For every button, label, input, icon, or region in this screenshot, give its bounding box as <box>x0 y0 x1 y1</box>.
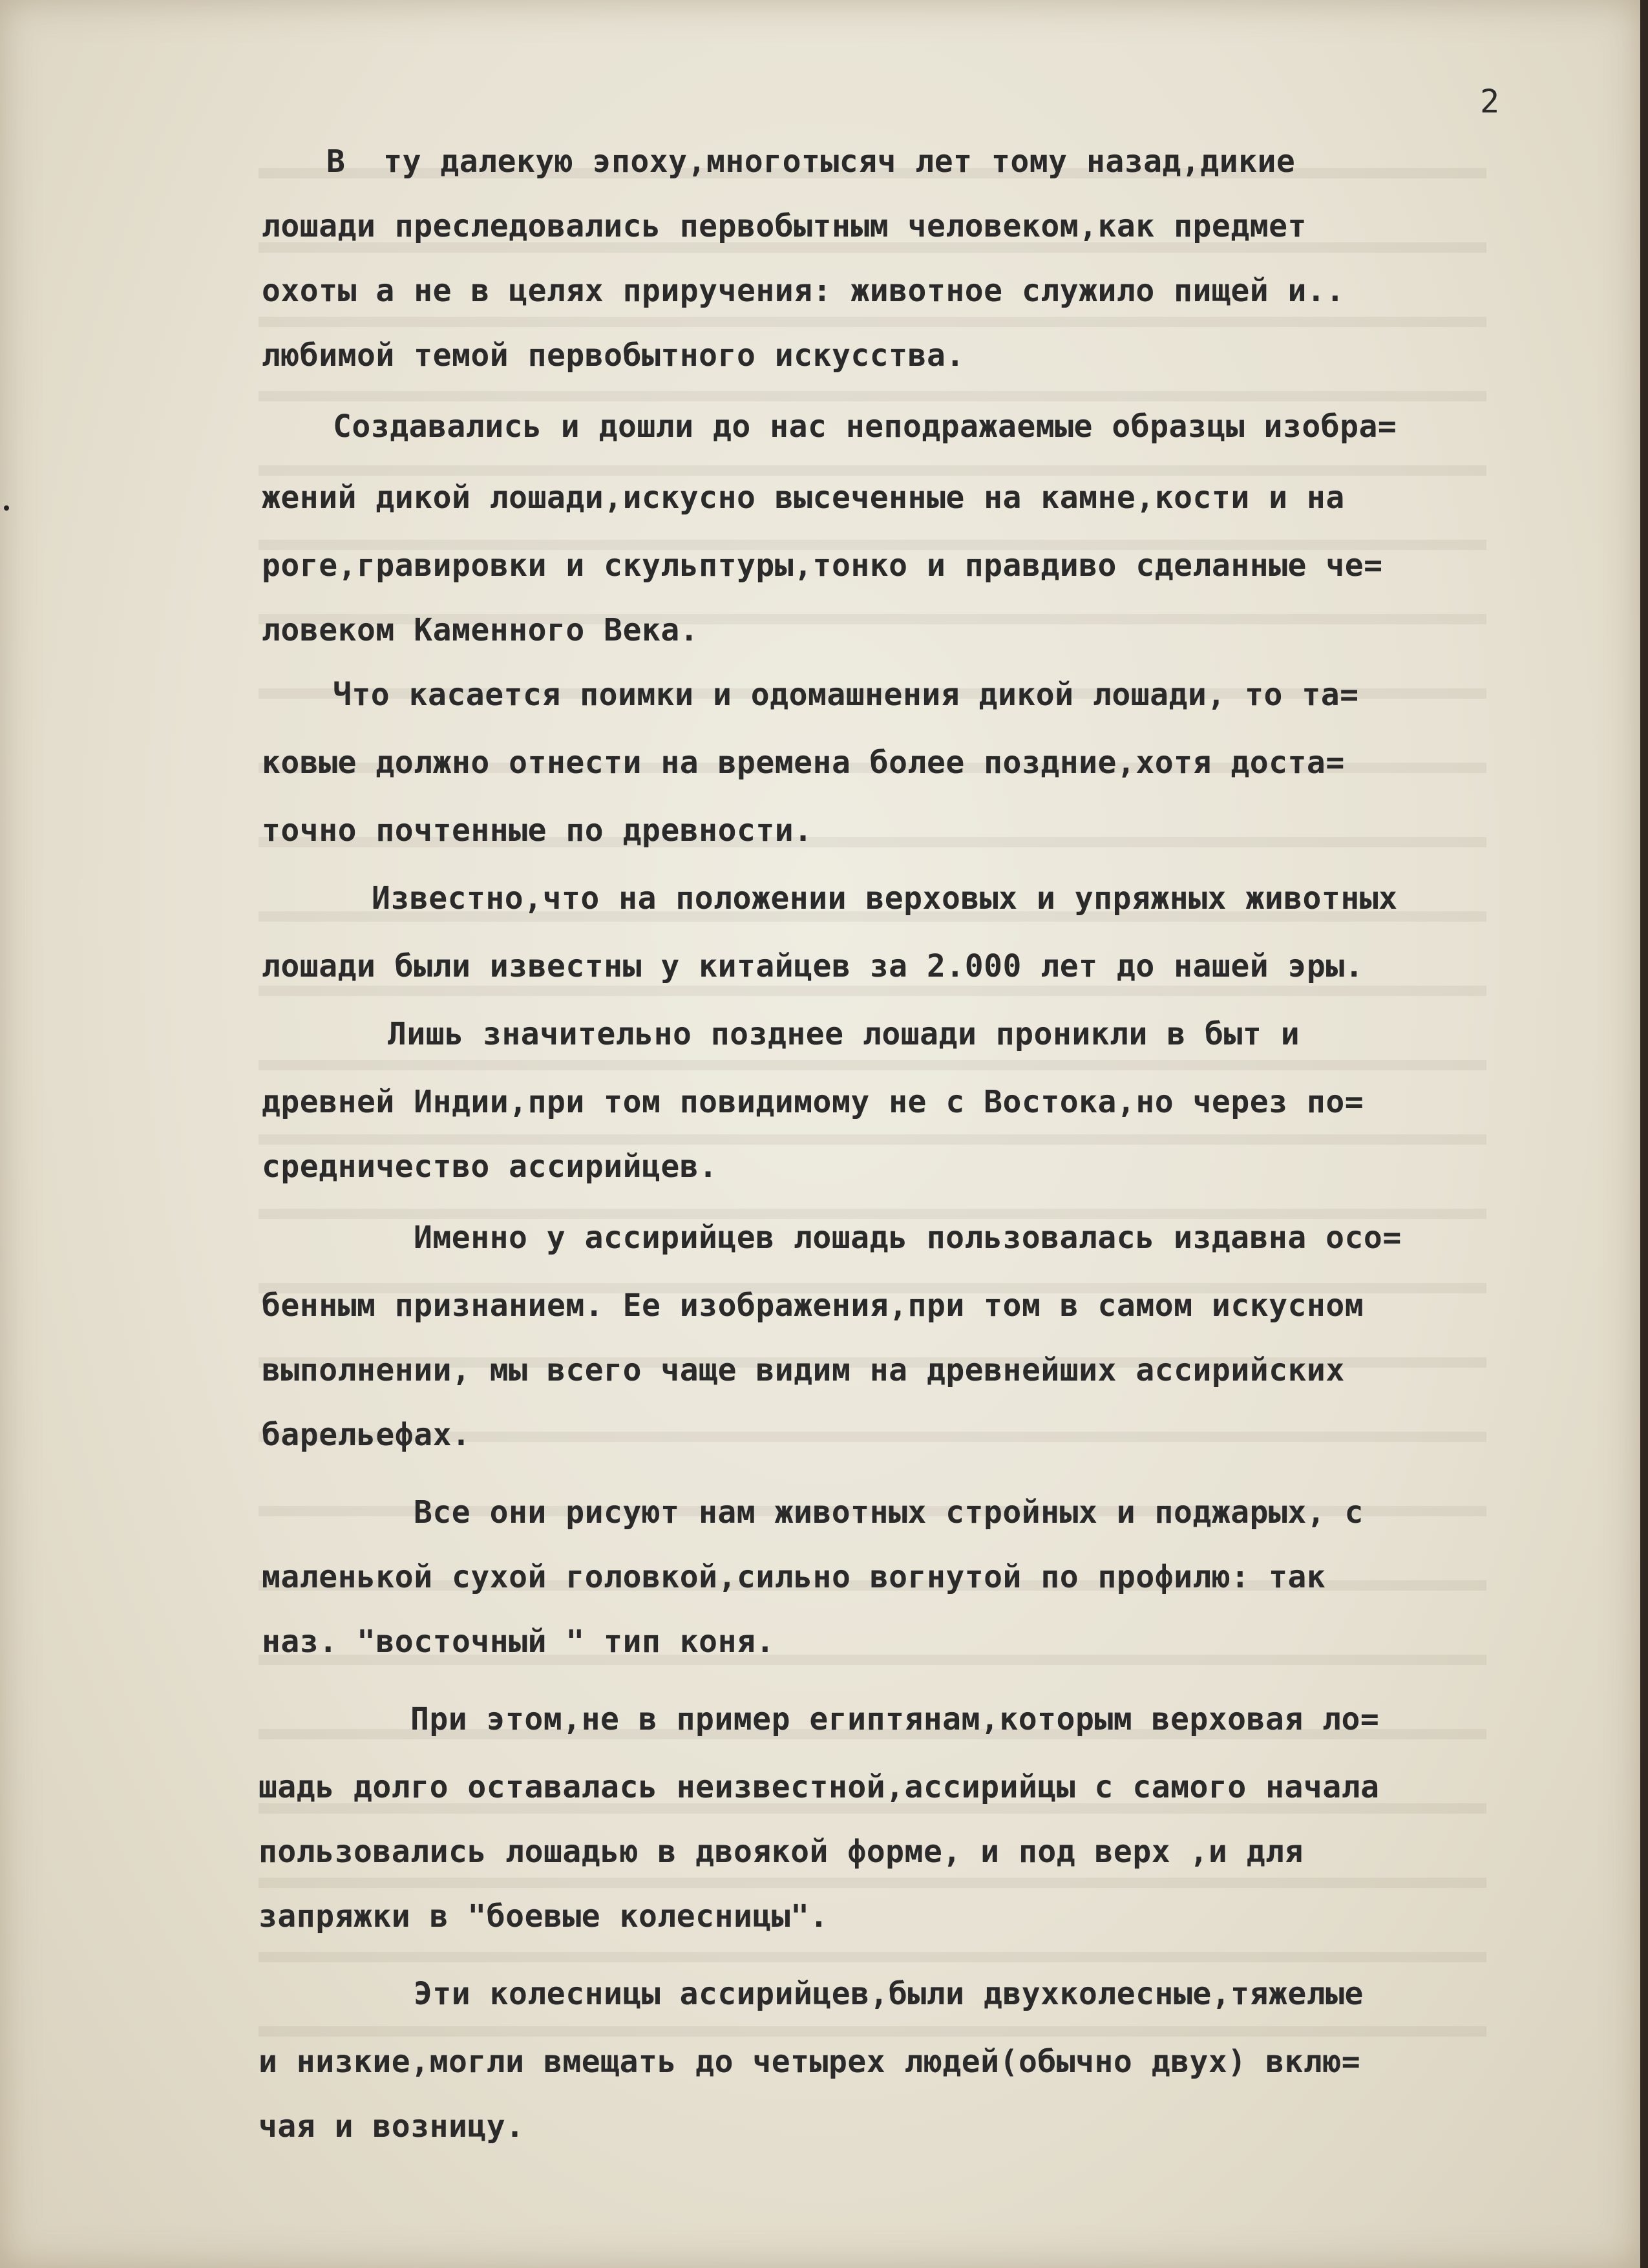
text-line: чая и возницу. <box>259 2108 525 2145</box>
text-line: жений дикой лошади,искусно высеченные на камне,кости и на <box>262 480 1345 516</box>
text-line: любимой темой первобытного искусства. <box>262 337 965 374</box>
text-line: ковые должно отнести на времена более поздние,хотя доста= <box>262 745 1345 781</box>
text-line: точно почтенные по древности. <box>262 812 813 849</box>
text-line: средничество ассирийцев. <box>262 1149 718 1185</box>
page-edge-shadow <box>1640 0 1648 2268</box>
text-line: При этом,не в пример египтянам,которым верховая ло= <box>410 1701 1380 1737</box>
text-line: маленькой сухой головкой,сильно вогнутой по профилю: так <box>262 1559 1326 1595</box>
text-line: выполнении, мы всего чаще видим на древнейших ассирийских <box>262 1352 1345 1388</box>
punch-mark <box>4 505 9 511</box>
text-line: лошади были известны у китайцев за 2.000 лет до нашей эры. <box>262 948 1364 984</box>
text-line: Именно у ассирийцев лошадь пользовалась издавна осо= <box>414 1220 1402 1256</box>
text-line: охоты а не в целях приручения: животное служило пищей и.. <box>262 273 1345 309</box>
text-line: наз. "восточный " тип коня. <box>262 1624 775 1660</box>
text-line: роге,гравировки и скульптуры,тонко и правдиво сделанные че= <box>262 547 1383 584</box>
text-line: Известно,что на положении верховых и упряжных животных <box>372 880 1398 917</box>
text-line: древней Индии,при том повидимому не с Востока,но через по= <box>262 1084 1364 1120</box>
text-line: лошади преследовались первобытным человеком,как предмет <box>262 208 1307 244</box>
page-number: 2 <box>1480 83 1500 120</box>
text-line: Создавались и дошли до нас неподражаемые образцы изобра= <box>333 408 1397 445</box>
text-line: В ту далекую эпоху,многотысяч лет тому назад,дикие <box>326 143 1296 180</box>
text-line: Все они рисуют нам животных стройных и поджарых, с <box>414 1494 1364 1531</box>
text-line: Лишь значительно позднее лошади проникли в быт и <box>388 1016 1300 1052</box>
text-line: пользовались лошадью в двоякой форме, и под верх ,и для <box>259 1834 1304 1870</box>
text-line: Что касается поимки и одомашнения дикой лошади, то та= <box>333 677 1359 713</box>
text-line: Эти колесницы ассирийцев,были двухколесные,тяжелые <box>414 1976 1364 2012</box>
text-line: шадь долго оставалась неизвестной,ассирийцы с самого начала <box>259 1769 1380 1805</box>
text-line: запряжки в "боевые колесницы". <box>259 1898 829 1934</box>
text-line: барельефах. <box>262 1417 471 1453</box>
text-line: бенным признанием. Ее изображения,при том в самом искусном <box>262 1288 1364 1324</box>
text-line: и низкие,могли вмещать до четырех людей(обычно двух) вклю= <box>259 2044 1361 2080</box>
text-line: ловеком Каменного Века. <box>262 612 699 648</box>
